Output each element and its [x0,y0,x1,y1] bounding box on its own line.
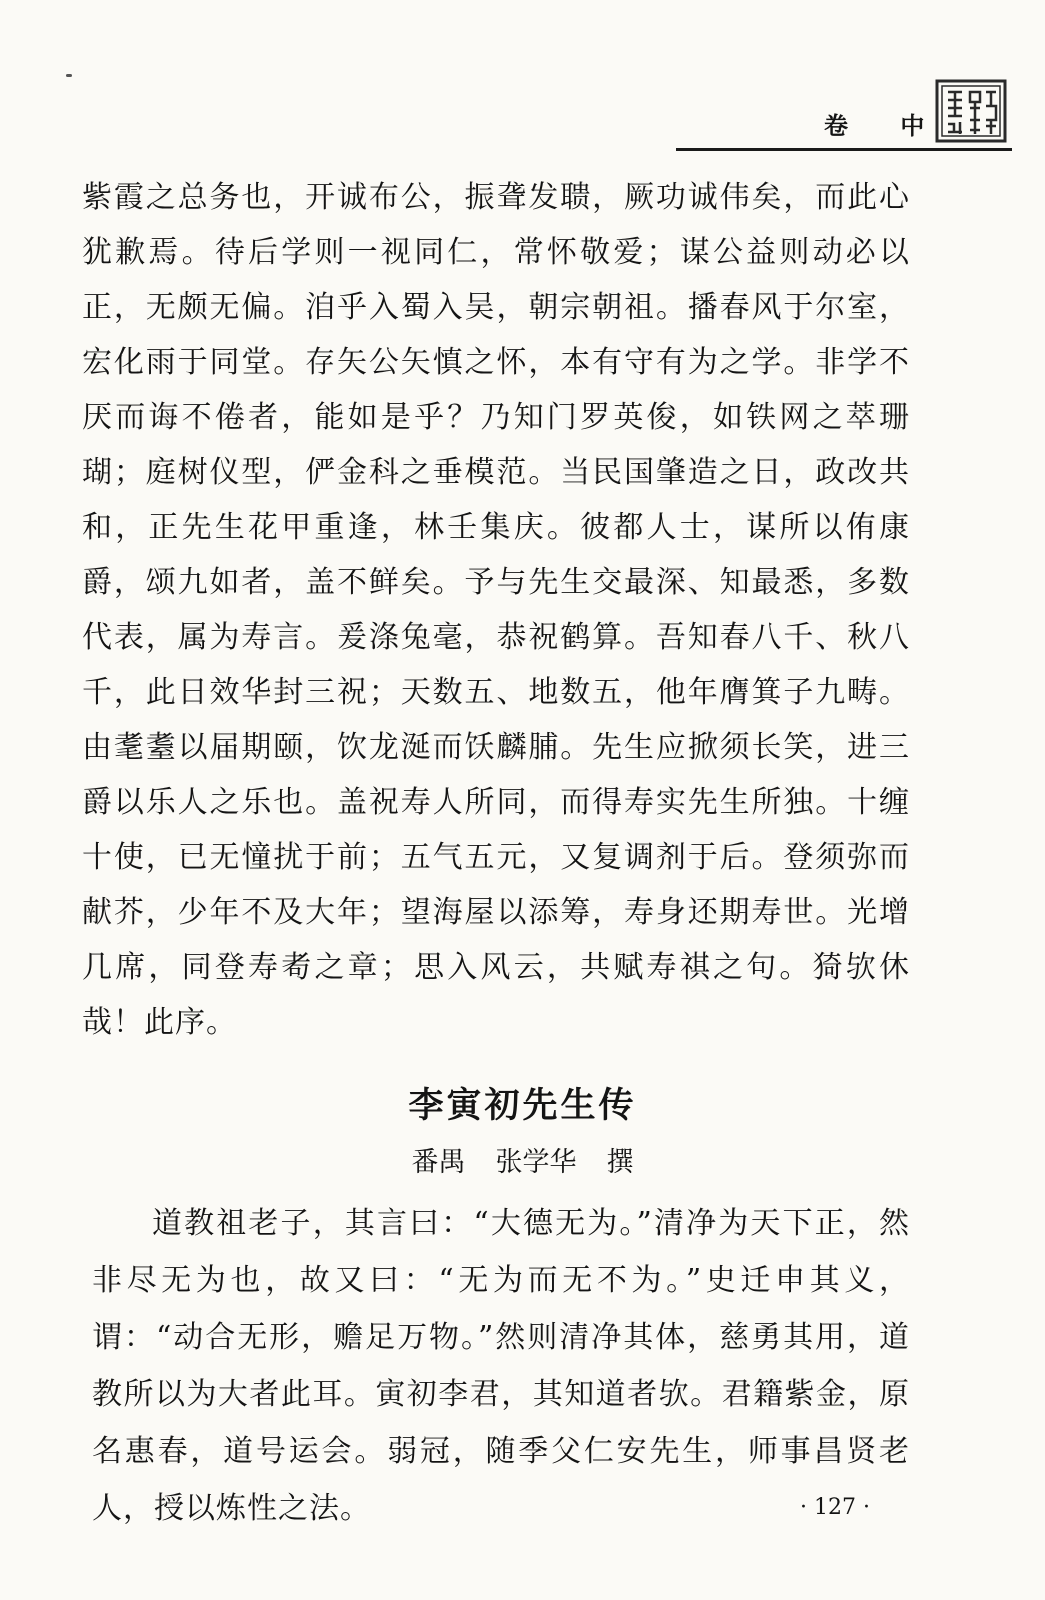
biography-title: 李寅初先生传 [408,1085,637,1126]
volume-label: 卷 中 [824,112,947,140]
header-rule [676,148,1012,151]
running-header [676,78,1012,154]
seal-stamp-icon [934,78,1008,144]
byline [0,1140,1045,1179]
preface-text [82,170,910,1050]
stray-ink-mark [66,74,72,77]
page-number: · 127 · [800,1495,870,1520]
biography-text [92,1195,910,1537]
biography-paragraph: 道教祖老子，其言曰：“大德无为。”清净为天下正，然非尽无为也，故又曰：“无为而无不为。”史迁申其义，谓：“动合无形，赡足万物。”然则清净其体，慈勇其用，道教所以为大者此耳。寅初李君，其知道者欤。君籍紫金，原名惠春，道号运会。弱冠，随季父仁安先生，师事昌贤老人，授以炼性之法。 [92,1206,910,1526]
byline-role: 撰 [606,1147,634,1178]
byline-place: 番禺 [411,1147,466,1178]
preface-paragraph: 紫霞之总务也，开诚布公，振聋发聩，厥功诚伟矣，而此心犹歉焉。待后学则一视同仁，常怀敬爱；谋公益则动必以正，无颇无偏。洎乎入蜀入吴，朝宗朝祖。播春风于尔室，宏化雨于同堂。存矢公矢慎之怀，本有守有为之学。非学不厌而诲不倦者，能如是乎？乃知门罗英俊，如铁网之萃珊瑚；庭树仪型，俨金科之垂模范。当民国肇造之日，政改共和，正先生花甲重逢，林壬集庆。彼都人士，谋所以侑康爵，颂九如者，盖不鲜矣。予与先生交最深、知最悉，多数代表，属为寿言。爰涤兔毫，恭祝鹤算。吾知春八千、秋八千，此日效华封三祝；天数五、地数五，他年膺箕子九畴。由耄耋以届期颐，饮龙涎而饫麟脯。先生应掀须长笑，进三爵以乐人之乐也。盖祝寿人所同，而得寿实先生所独。十缠十使，已无憧扰于前；五气五元，又复调剂于后。登须弥而献芥，少年不及大年；望海屋以添筹，寿身还期寿世。光增几席，同登寿耇之章；思入风云，共赋寿祺之句。猗欤休哉！此序。 [82,180,910,1040]
byline-author: 张学华 [495,1147,577,1178]
